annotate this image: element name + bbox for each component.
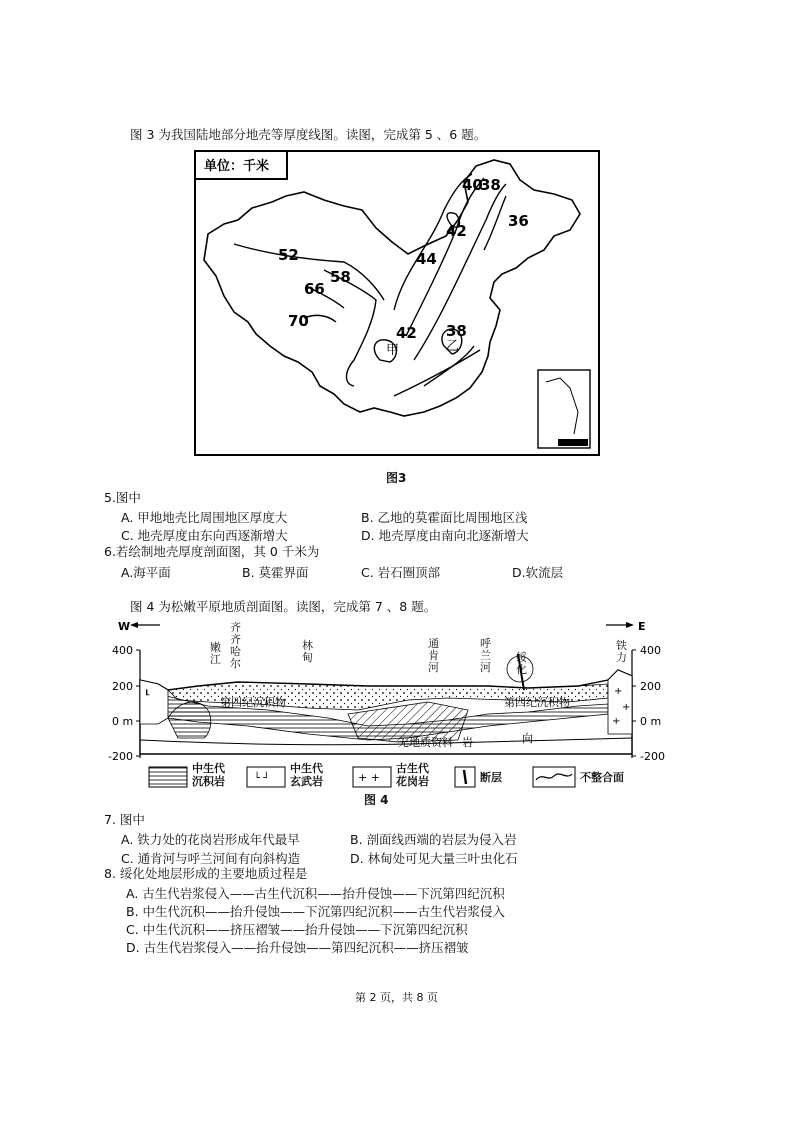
figure4-section [108, 614, 688, 810]
legend-granite-label: 古生代 花岗岩 [396, 762, 429, 788]
isoline-label-42b: 42 [396, 324, 417, 342]
isoline-label-42a: 42 [446, 222, 467, 240]
q5-option-a[interactable]: A. 甲地地壳比周围地区厚度大 [121, 510, 288, 525]
place-hulanhe: 呼兰河 [480, 637, 491, 674]
svg-text:+ +: + + [358, 771, 380, 784]
figure4-caption: 图 4 [364, 793, 389, 807]
q5-stem: 5.图中 [104, 490, 141, 505]
q7-option-a[interactable]: A. 铁力处的花岗岩形成年代最早 [121, 832, 300, 847]
legend-unconformity-icon [532, 766, 576, 788]
legend-mesozoic-sed-label: 中生代 沉积岩 [192, 762, 225, 788]
isoline-label-36: 36 [508, 212, 529, 230]
svg-text:+: + [622, 702, 631, 713]
place-nenjiang: 嫩江 [210, 641, 221, 666]
isoline-label-58: 58 [330, 268, 351, 286]
isoline-label-70: 70 [288, 312, 309, 330]
isoline-label-52: 52 [278, 246, 299, 264]
q7-option-d[interactable]: D. 林甸处可见大量三叶虫化石 [350, 851, 518, 866]
quaternary-label-right: 第四纪沉积物 [504, 696, 570, 709]
svg-text:+: + [614, 686, 623, 697]
q7-option-c[interactable]: C. 通肯河与呼兰河间有向斜构造 [121, 851, 301, 866]
q6-stem: 6.若绘制地壳厚度剖面图，其 0 千米为 [104, 544, 320, 559]
east-label: E [638, 620, 646, 633]
svg-text:+: + [612, 716, 621, 727]
figure3-caption: 图3 [386, 471, 407, 485]
quaternary-label-left: 第四纪沉积物 [220, 696, 286, 709]
right-tick-0: 0 m [640, 715, 662, 728]
label-yan: 岩 [462, 736, 473, 749]
isoline-label-44: 44 [416, 250, 437, 268]
left-tick-200: 200 [112, 680, 133, 693]
right-tick-400: 400 [640, 644, 661, 657]
place-tieli: 铁力 [616, 639, 627, 664]
left-tick-0: 0 m [112, 715, 134, 728]
place-lindian: 林甸 [302, 639, 313, 664]
q6-option-a[interactable]: A.海平面 [121, 565, 171, 580]
q7-stem: 7. 图中 [104, 812, 145, 827]
right-tick-neg200: -200 [640, 750, 665, 763]
q6-option-c[interactable]: C. 岩石圈顶部 [361, 565, 441, 580]
q8-option-c[interactable]: C. 中生代沉积——挤压褶皱——抬升侵蚀——下沉第四纪沉积 [126, 922, 468, 937]
isoline-label-38b: 38 [446, 322, 467, 340]
q6-option-d[interactable]: D.软流层 [512, 565, 564, 580]
label-xiang: 向 [522, 732, 533, 745]
q6-option-b[interactable]: B. 莫霍界面 [242, 565, 309, 580]
west-label: W [118, 620, 131, 633]
left-tick-neg200: -200 [108, 750, 133, 763]
q8-option-b[interactable]: B. 中生代沉积——抬升侵蚀——下沉第四纪沉积——古生代岩浆侵入 [126, 904, 506, 919]
china-crust-map [194, 150, 600, 456]
right-tick-200: 200 [640, 680, 661, 693]
legend-fault-icon [454, 766, 476, 788]
point-yi: 乙 [446, 339, 460, 354]
isoline-label-66: 66 [304, 280, 325, 298]
legend-mesozoic-sed-swatch [148, 766, 188, 788]
legend-fault-label: 断层 [480, 771, 502, 784]
place-suihua: 绥化 [516, 651, 527, 676]
point-jia: 甲 [386, 343, 400, 358]
isoline-label-38a: 38 [480, 176, 501, 194]
q5-option-c[interactable]: C. 地壳厚度由东向西逐渐增大 [121, 528, 288, 543]
place-tongkenhe: 通肯河 [428, 637, 439, 674]
legend-unconformity-label: 不整合面 [580, 771, 624, 784]
q5-option-d[interactable]: D. 地壳厚度由南向北逐渐增大 [361, 528, 529, 543]
q7-option-b[interactable]: B. 剖面线西端的岩层为侵入岩 [350, 832, 517, 847]
q8-option-a[interactable]: A. 古生代岩浆侵入——古生代沉积——抬升侵蚀——下沉第四纪沉积 [126, 886, 505, 901]
svg-text:└ ┘: └ ┘ [254, 773, 270, 784]
legend-basalt-swatch [246, 766, 286, 788]
intro-figure4: 图 4 为松嫩平原地质剖面图。读图，完成第 7 、8 题。 [130, 599, 437, 614]
unit-label: 单位：千米 [204, 159, 270, 174]
page-footer: 第 2 页，共 8 页 [355, 991, 438, 1004]
isoline-label-40: 40 [462, 176, 483, 194]
intro-figure3: 图 3 为我国陆地部分地壳等厚度线图。读图，完成第 5 、6 题。 [130, 127, 487, 142]
legend-granite-swatch [352, 766, 392, 788]
legend-basalt-label: 中生代 玄武岩 [290, 762, 323, 788]
svg-text:┖: ┖ [144, 691, 150, 701]
figure3-map [194, 150, 600, 456]
q8-option-d[interactable]: D. 古生代岩浆侵入——抬升侵蚀——第四纪沉积——挤压褶皱 [126, 940, 469, 955]
no-data-label: 无地质资料 [398, 736, 453, 749]
left-tick-400: 400 [112, 644, 133, 657]
q5-option-b[interactable]: B. 乙地的莫霍面比周围地区浅 [361, 510, 528, 525]
q8-stem: 8. 绥化处地层形成的主要地质过程是 [104, 866, 308, 881]
place-qiqihaer: 齐齐哈尔 [230, 621, 241, 670]
